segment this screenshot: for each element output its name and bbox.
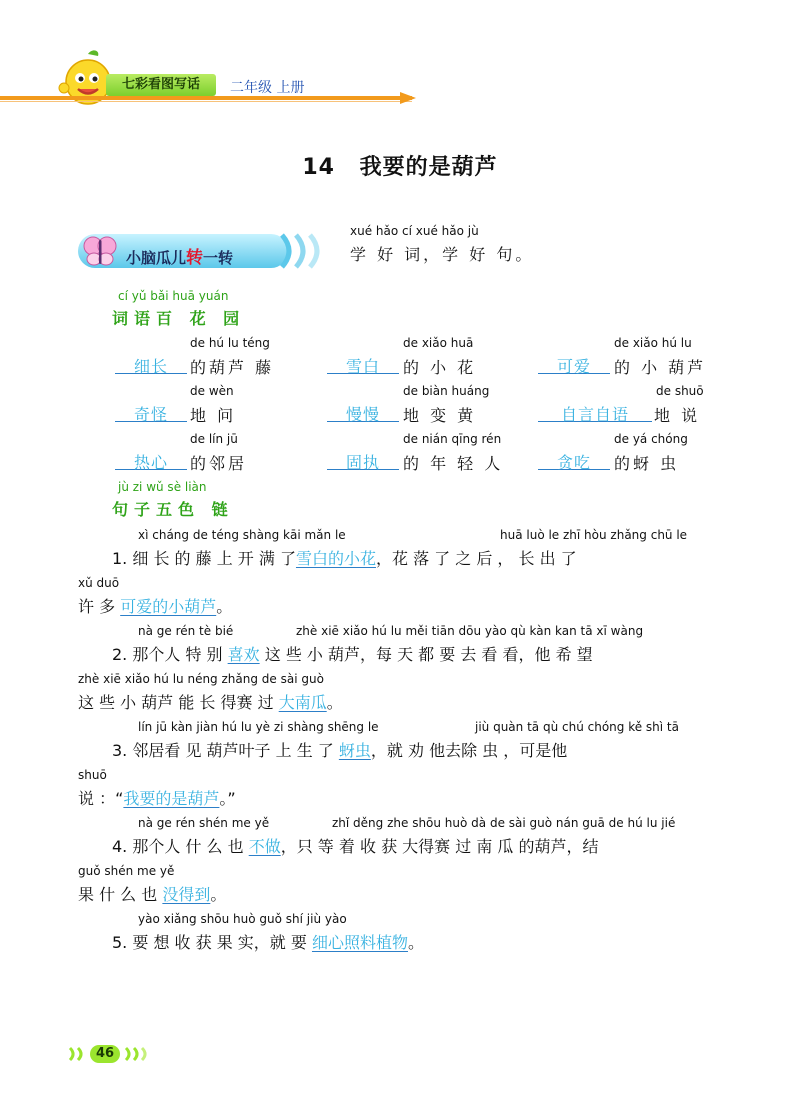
word-pinyin: de nián qīng rén	[403, 432, 502, 446]
sentence-answer: 喜欢	[227, 645, 260, 664]
banner-text-a: 小脑瓜儿	[126, 249, 187, 267]
word-pinyin: de lín jū	[190, 432, 238, 446]
sentence-text: 许 多	[78, 597, 121, 616]
answer-blank: 自言自语	[538, 402, 652, 422]
sentence-text: 。	[407, 933, 424, 952]
sentence-pinyin: jiù quàn tā qù chú chóng kě shì tā	[475, 720, 679, 734]
sentence-text: 2. 那个人 特 别	[112, 645, 228, 664]
sentence-pinyin: zhè xiē xiǎo hú lu néng zhǎng de sài guò	[78, 672, 324, 686]
sentence-text: 这 些 小 葫芦 能 长 得赛 过	[78, 693, 279, 712]
sentence-pinyin: nà ge rén tè bié	[138, 624, 234, 638]
word-pinyin: de xiǎo hú lu	[614, 336, 692, 350]
sentence-pinyin: zhǐ děng zhe shōu huò dà de sài guò nán guā de hú lu jié	[332, 816, 676, 830]
sentence-pinyin: guǒ shén me yě	[78, 864, 175, 878]
banner-text-c: 一转	[203, 249, 234, 267]
word-pinyin: de yá chóng	[614, 432, 688, 446]
header-rule-tip	[400, 92, 416, 104]
sentence-pinyin: nà ge rén shén me yě	[138, 816, 270, 830]
sentence-text: 。	[216, 597, 233, 616]
answer-blank: 慢慢	[327, 402, 399, 422]
sentence-answer: 可爱的小葫芦	[120, 597, 217, 616]
sentence-text: 。”	[219, 789, 236, 808]
sentence-pinyin: shuō	[78, 768, 107, 782]
sentence-text: 。	[326, 693, 343, 712]
word-text: 地 变 黄	[403, 406, 477, 425]
section3-pinyin: jù zi wǔ sè liàn	[118, 480, 207, 494]
sentence-text: 1. 细 长 的 藤 上 开 满 了	[112, 549, 296, 568]
sentence-text: 4. 那个人 什 么 也	[112, 837, 249, 856]
word-pinyin: de xiǎo huā	[403, 336, 474, 350]
sentence-text: 这 些 小 葫芦，每 天 都 要 去 看 看，他 希 望	[259, 645, 593, 664]
page-title	[0, 150, 800, 181]
sentence-answer: 蚜虫	[338, 741, 371, 760]
answer-blank: 奇怪	[115, 402, 187, 422]
word-pinyin: de wèn	[190, 384, 234, 398]
banner-text-b: 转	[186, 248, 204, 268]
sentence-line	[112, 930, 424, 953]
sentence-answer: 没得到	[162, 885, 211, 904]
section1-pinyin: xué hǎo cí xué hǎo jù	[350, 224, 479, 238]
sentence-answer: 细心照料植物	[311, 933, 408, 952]
header-rule-thin	[0, 101, 412, 102]
page-dots-right-icon	[122, 1046, 148, 1062]
grade-label: 二年级 上册	[230, 80, 305, 96]
section1-text: 学 好 词，学 好 句。	[350, 245, 535, 264]
sentence-text: 5. 要 想 收 获 果 实，就 要	[112, 933, 312, 952]
section2-label: 词语百 花 园	[112, 309, 246, 328]
sentence-text: ，只 等 着 收 获 大得赛 过 南 瓜 的葫芦，结	[280, 837, 599, 856]
sentence-text: 果 什 么 也	[78, 885, 163, 904]
word-text: 的 小 花	[403, 358, 477, 377]
word-text: 的蚜 虫	[614, 454, 680, 473]
sentence-line	[78, 690, 343, 713]
sentence-text: 3. 邻居看 见 葫芦叶子 上 生 了	[112, 741, 339, 760]
answer-blank: 雪白	[327, 354, 399, 374]
answer-blank: 固执	[327, 450, 399, 470]
answer-blank: 贪吃	[538, 450, 610, 470]
answer-blank: 可爱	[538, 354, 610, 374]
word-text: 地 问	[190, 406, 237, 425]
sentence-answer: 大南瓜	[278, 693, 327, 712]
section2-pinyin: cí yǔ bǎi huā yuán	[118, 289, 229, 303]
sentence-pinyin: huā luò le zhī hòu zhǎng chū le	[500, 528, 688, 542]
lesson-number: 14	[302, 155, 335, 180]
header-rule	[0, 96, 412, 100]
word-text: 地 说	[654, 406, 701, 425]
sentence-line	[112, 738, 567, 761]
sentence-pinyin: xì cháng de téng shàng kāi mǎn le	[138, 528, 346, 542]
sentence-answer: 雪白的小花	[295, 549, 376, 568]
word-text: 的邻居	[190, 454, 248, 473]
sentence-text: ，花 落 了 之 后 ， 长 出 了	[375, 549, 577, 568]
answer-blank: 热心	[115, 450, 187, 470]
sentence-line	[78, 882, 226, 905]
word-pinyin: de shuō	[656, 384, 704, 398]
series-title: 七彩看图写话	[106, 74, 216, 96]
word-text: 的葫芦 藤	[190, 358, 275, 377]
butterfly-icon	[82, 234, 118, 268]
answer-blank: 细长	[115, 354, 187, 374]
word-pinyin: de biàn huáng	[403, 384, 490, 398]
word-text: 的 小 葫芦	[614, 358, 707, 377]
sentence-pinyin: xǔ duō	[78, 576, 120, 590]
sentence-pinyin: zhè xiē xiǎo hú lu měi tiān dōu yào qù kàn kan tā xī wàng	[296, 624, 644, 638]
sentence-answer: 不做	[248, 837, 281, 856]
sentence-text: ，就 劝 他去除 虫 ，可是他	[370, 741, 568, 760]
page-dots-left-icon	[66, 1046, 90, 1062]
sentence-line	[78, 786, 236, 809]
sentence-pinyin: yào xiǎng shōu huò guǒ shí jiù yào	[138, 912, 347, 926]
sentence-line	[78, 594, 232, 617]
sentence-text: 。	[210, 885, 227, 904]
lesson-title: 我要的是葫芦	[359, 155, 498, 180]
sentence-line	[112, 834, 599, 857]
section3-label: 句子五色 链	[112, 500, 234, 519]
sentence-text: 说 ：“	[78, 789, 124, 808]
section-banner-title	[126, 243, 233, 268]
page-number: 46	[90, 1045, 120, 1063]
sentence-line	[112, 642, 593, 665]
word-text: 的 年 轻 人	[403, 454, 504, 473]
sentence-answer: 我要的是葫芦	[123, 789, 220, 808]
sentence-line	[112, 546, 577, 569]
banner-arcs-decoration	[278, 232, 338, 270]
sentence-pinyin: lín jū kàn jiàn hú lu yè zi shàng shēng le	[138, 720, 379, 734]
word-pinyin: de hú lu téng	[190, 336, 270, 350]
